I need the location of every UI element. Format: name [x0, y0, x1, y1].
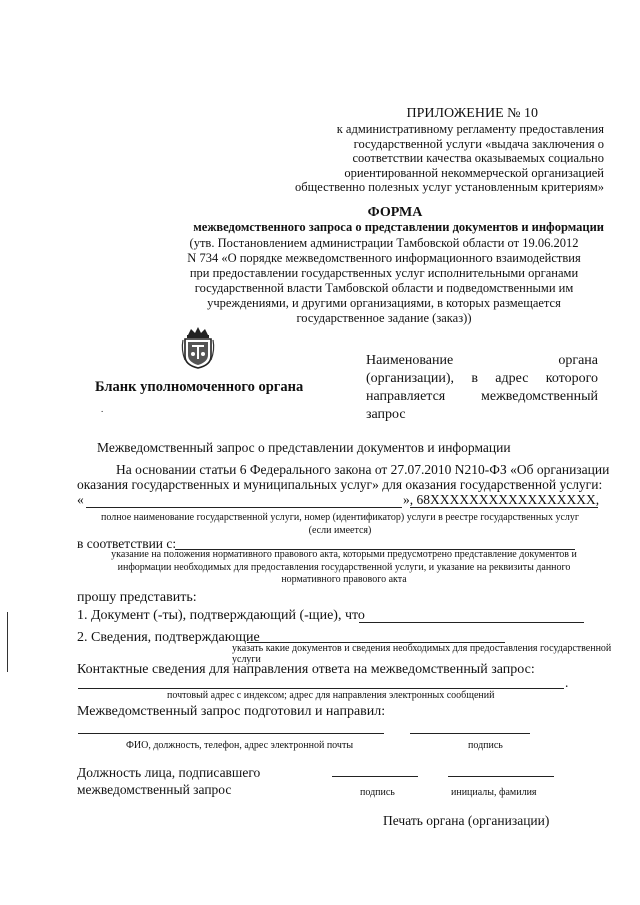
- scan-dot: .: [101, 404, 104, 414]
- approval-text: [170, 236, 598, 326]
- caption-line: информации необходимых для предоставления государственной услуги, и указание на реквизиты данного: [117, 561, 571, 573]
- caption-line: указание на положения нормативного правового акта, которыми предусмотрено представление документов и: [111, 549, 577, 560]
- appendix-line: ориентированной некоммерческой организацией: [344, 165, 604, 180]
- contacts-dot: .: [565, 675, 569, 690]
- signer-name-field[interactable]: [448, 776, 554, 777]
- signer-line: межведомственный запрос: [77, 782, 232, 797]
- signer-label: [77, 764, 260, 798]
- appendix-line: государственной услуги «выдача заключения о: [353, 136, 604, 151]
- recipient-line: Наименование органа: [366, 353, 598, 368]
- appendix-title: ПРИЛОЖЕНИЕ № 10: [406, 106, 538, 121]
- service-caption-2: (если имеется): [308, 525, 372, 536]
- appendix-text: [230, 122, 604, 195]
- request-title: Межведомственный запрос о представлении документов и информации: [97, 440, 511, 455]
- scan-edge-mark: [7, 612, 8, 672]
- recipient-line: запрос: [366, 407, 406, 422]
- prepared-sign-field[interactable]: [410, 733, 530, 734]
- recipient-line: направляется межведомственный: [366, 389, 598, 404]
- item1-field[interactable]: [359, 622, 584, 623]
- request-intro: прошу представить:: [77, 590, 197, 605]
- approval-line: государственное задание (заказ)): [296, 311, 472, 325]
- appendix-line: соответствии качества оказываемых социально: [352, 151, 604, 166]
- item2-caption: указать какие документов и сведения необходимых для предоставления государственной услуги: [232, 643, 612, 665]
- prepared-label: Межведомственный запрос подготовил и направил:: [77, 704, 386, 719]
- blank-label: Бланк уполномоченного органа: [95, 379, 304, 395]
- contacts-caption: почтовый адрес с индексом; адрес для направления электронных сообщений: [167, 690, 495, 701]
- form-title: ФОРМА: [367, 205, 423, 220]
- form-subtitle: межведомственного запроса о представлении документов и информации: [193, 220, 604, 234]
- quote-open: «: [77, 492, 84, 507]
- approval-line: при предоставлении государственных услуг исполнительными органами: [189, 266, 579, 280]
- contacts-field[interactable]: [78, 688, 564, 689]
- caption-line: нормативного правового акта: [281, 574, 407, 585]
- appendix-line: к административному регламенту предоставления: [336, 122, 604, 136]
- approval-line: государственной власти Тамбовской области и подведомственными им: [194, 281, 574, 295]
- recipient-block: [366, 352, 598, 424]
- recipient-line: (организации), в адрес которого: [366, 371, 598, 386]
- service-code-underline: [410, 507, 598, 508]
- prepared-sign-caption: подпись: [468, 740, 503, 751]
- item2-label: 2. Сведения, подтверждающие: [77, 630, 260, 645]
- accordance-label: в соответствии с:: [77, 536, 177, 551]
- approval-line: (утв. Постановлением администрации Тамбовской области от 19.06.2012: [189, 236, 579, 250]
- appendix-line: общественно полезных услуг установленным критериям»: [295, 180, 604, 195]
- coat-of-arms-emblem: [180, 326, 216, 370]
- contacts-label: Контактные сведения для направления ответа на межведомственный запрос:: [77, 662, 535, 677]
- signer-sign-field[interactable]: [332, 776, 418, 777]
- seal-label: Печать органа (организации): [383, 813, 550, 828]
- service-caption: полное наименование государственной услуги, номер (идентификатор) услуги в реестре государственных услуг: [101, 512, 579, 523]
- basis-line2: оказания государственных и муниципальных услуг» для оказания государственной услуги:: [77, 477, 603, 492]
- signer-sign-caption: подпись: [360, 787, 395, 798]
- item1-label: 1. Документ (-ты), подтверждающий (-щие), что: [77, 608, 365, 623]
- service-name-field[interactable]: [86, 507, 402, 508]
- signer-name-caption: инициалы, фамилия: [451, 787, 537, 798]
- approval-line: N 734 «О порядке межведомственного информационного взаимодействия: [187, 251, 581, 265]
- service-code: », 68XXXXXXXXXXXXXXXXX,: [403, 492, 600, 507]
- accordance-caption: [80, 549, 608, 587]
- signer-line: Должность лица, подписавшего: [77, 765, 261, 780]
- approval-line: учреждениями, и другими организациями, в которых размещается: [207, 296, 561, 310]
- prepared-caption: ФИО, должность, телефон, адрес электронной почты: [126, 740, 354, 751]
- prepared-name-field[interactable]: [78, 733, 384, 734]
- basis-line1: На основании статьи 6 Федерального закона от 27.07.2010 N210-ФЗ «Об организации: [116, 462, 610, 477]
